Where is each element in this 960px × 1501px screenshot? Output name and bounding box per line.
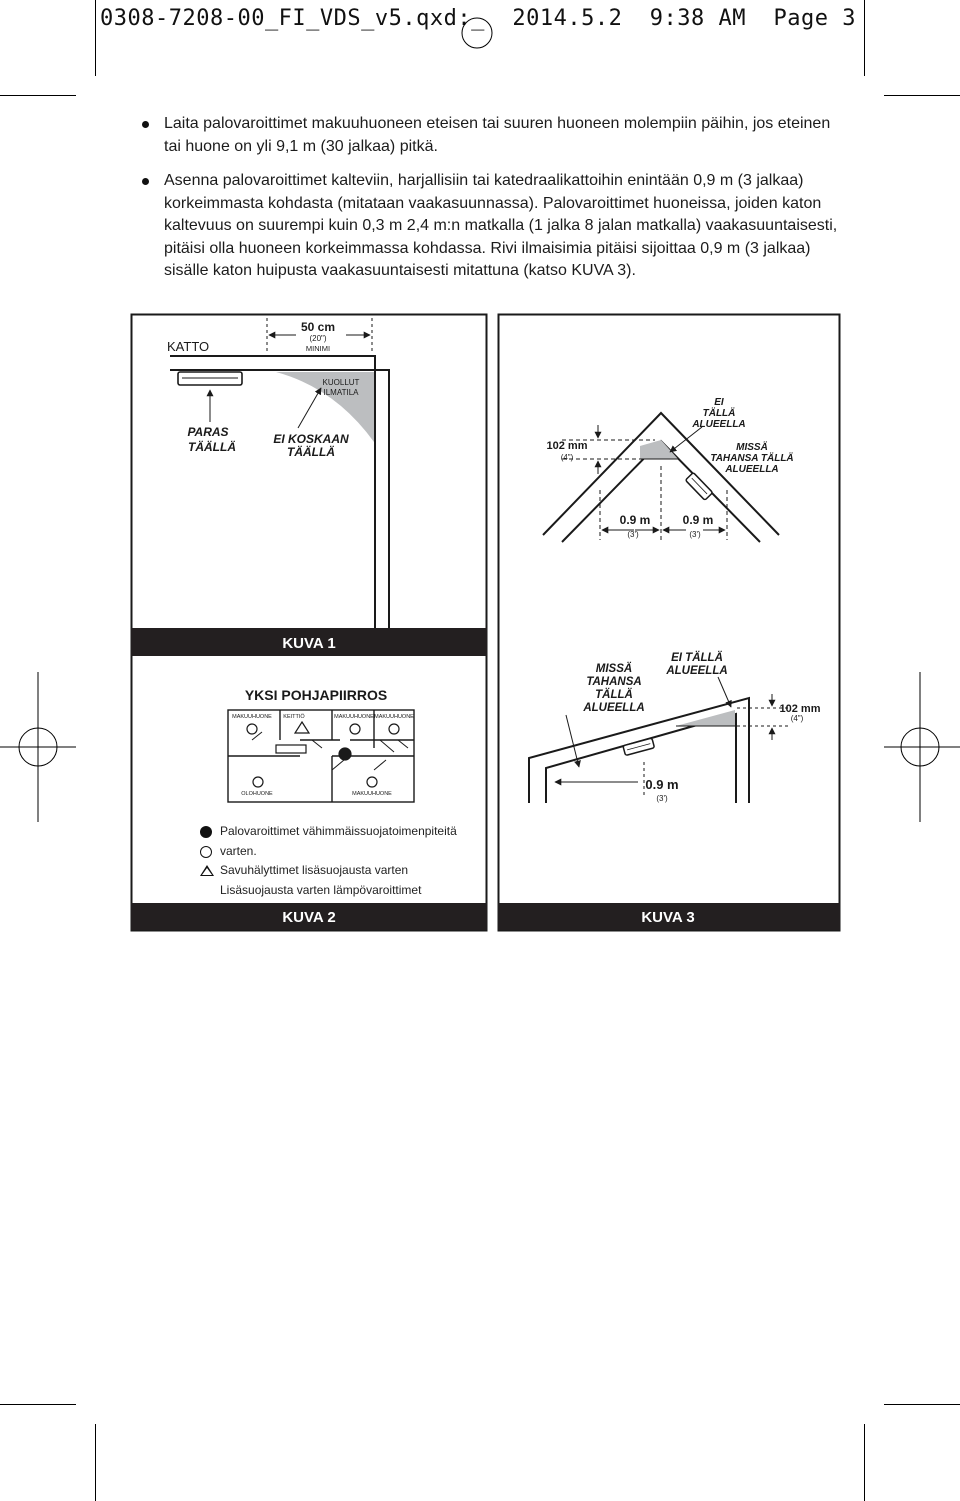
- peak-no-zone: [640, 440, 678, 459]
- peak-left-ft: (3'): [627, 530, 639, 539]
- peak-dim-mm: 102 mm: [546, 440, 588, 452]
- smoke-alarm-ceiling: [178, 372, 242, 385]
- arrow-peak-no: [670, 427, 702, 452]
- file-header-line: 0308-7208-00_FI_VDS_v5.qxd:_ 2014.5.2 9:38 AM Page 3: [100, 6, 856, 31]
- arrow-never: [298, 388, 321, 428]
- peak-no-label-1: EI: [714, 397, 724, 408]
- registration-target-left: [0, 672, 76, 822]
- floor-plan: [228, 710, 414, 802]
- filled-circle-icon: [200, 826, 212, 838]
- list-item: Laita palovaroittimet makuuhuoneen eteisen tai suuren huoneen molempiin päihin, jos eteinen tai huone on yli 9,1 m (30 jalkaa) pitkä.: [138, 113, 838, 158]
- legend-item-heat: Lisäsuojausta varten lämpövaroittimet: [220, 882, 422, 897]
- never-here-label-1: EI KOSKAAN: [273, 432, 349, 446]
- peak-any-label-2: TAHANSA TÄLLÄ: [710, 453, 794, 464]
- legend-item-minimum: Palovaroittimet vähimmäissuojatoimenpiteitä: [200, 822, 457, 842]
- peak-no-label-3: ALUEELLA: [692, 419, 746, 430]
- room-label: MAKUUHUONE: [352, 791, 392, 797]
- caption-kuva-1: KUVA 1: [282, 635, 336, 652]
- arrow-slope-any: [566, 715, 579, 767]
- dead-air-label-2: ILMATILA: [323, 388, 359, 397]
- dim-in-label: (20"): [309, 334, 327, 343]
- room-label: MAKUUHUONE: [334, 714, 374, 720]
- best-here-label-1: PARAS: [187, 425, 229, 439]
- list-item: Asenna palovaroittimet kalteviin, harjallisiin tai katedraalikattoihin enintään 0,9 m (3 jalkaa) korkeimmasta kohdasta (mitataan vaakasuunnassa). Palovaroittimet huoneissa, joiden katon kaltevuus on suurempi kuin 0,3 m 2,4 m:n matkalla (1 jalka 8 jalan matkalla) vaakasuuntaisesti, pitäisi olla huoneen korkeimmassa kohdassa. Rivi ilmaisimia pitäisi sijoittaa 0,9 m (3 jalkaa) sisälle katon huipusta vaakasuuntaisesti mitattuna (katso KUVA 3).: [138, 170, 838, 283]
- slope-dim-mm: 102 mm: [779, 703, 821, 715]
- dim-cm-label: 50 cm: [300, 320, 336, 334]
- registration-target-right: [884, 672, 960, 822]
- slope-dist-ft: (3'): [656, 794, 668, 803]
- smoke-alarm-sloped: [685, 472, 712, 500]
- registration-target-top: [462, 18, 492, 48]
- caption-kuva-3: KUVA 3: [641, 909, 695, 926]
- slope-any-label-1: MISSÄ: [595, 663, 633, 675]
- floor-plan-legend: [200, 822, 457, 900]
- slope-dim-in: (4"): [790, 714, 804, 723]
- legend-item-additional: Savuhälyttimet lisäsuojausta varten: [200, 861, 457, 881]
- room-label: OLOHUONE: [241, 791, 273, 797]
- arrow-slope-no: [718, 677, 731, 707]
- peak-no-label-2: TÄLLÄ: [702, 408, 736, 419]
- triangle-icon: [200, 865, 214, 876]
- plan-symbols: [247, 722, 399, 787]
- slope-dist-m: 0.9 m: [645, 777, 679, 792]
- slope-any-label-2: TAHANSA: [586, 676, 642, 688]
- right-panel-frame: [499, 315, 840, 931]
- floor-plan-title: YKSI POHJAPIIRROS: [244, 687, 388, 703]
- slope-no-label-1: EI TÄLLÄ: [671, 652, 723, 664]
- caption-kuva-2: KUVA 2: [282, 909, 336, 926]
- minimum-label: MINIMI: [305, 344, 331, 353]
- peak-any-label-3: ALUEELLA: [725, 464, 779, 475]
- slope-any-label-3: TÄLLÄ: [595, 689, 633, 701]
- peak-right-ft: (3'): [689, 530, 701, 539]
- dead-air-label-1: KUOLLUT: [322, 378, 360, 387]
- slope-any-label-4: ALUEELLA: [583, 702, 645, 714]
- never-here-label-2: TÄÄLLÄ: [287, 445, 335, 459]
- peak-any-label-1: MISSÄ: [736, 442, 768, 453]
- peak-dim-in: (4"): [560, 453, 574, 462]
- slope-no-label-2: ALUEELLA: [666, 665, 728, 677]
- open-circle-icon: [200, 846, 212, 858]
- legend-item-minimum-cont: varten.: [200, 842, 457, 862]
- room-label: KEITTIÖ: [283, 714, 305, 720]
- room-label: MAKUUHUONE: [232, 714, 272, 720]
- peak-left-m: 0.9 m: [619, 513, 651, 527]
- room-label: MAKUUHUONE: [374, 714, 414, 720]
- slope-no-zone: [676, 710, 735, 726]
- best-here-label-2: TÄÄLLÄ: [188, 440, 236, 454]
- peak-right-m: 0.9 m: [682, 513, 714, 527]
- ceiling-label: KATTO: [167, 339, 210, 354]
